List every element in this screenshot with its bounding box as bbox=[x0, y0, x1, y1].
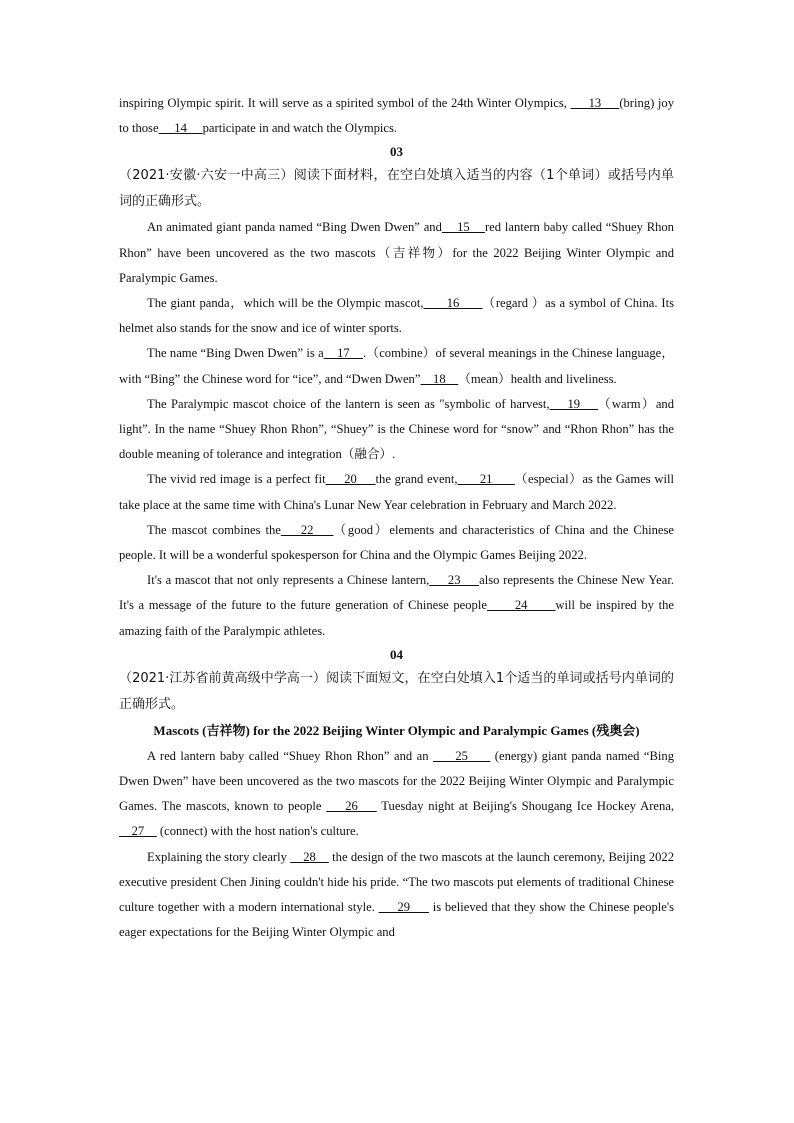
paragraph-mascots-uncovered bbox=[119, 215, 674, 291]
text-segment: （mean）health and liveliness. bbox=[458, 371, 617, 386]
text-segment: The name “Bing Dwen Dwen” is a bbox=[147, 346, 324, 361]
paragraph-giant-panda bbox=[119, 291, 674, 341]
text-segment: (connect) with the host nation's culture. bbox=[156, 824, 359, 839]
text-segment: participate in and watch the Olympics. bbox=[202, 121, 398, 136]
text-segment: It's a mascot that not only represents a Chinese lantern, bbox=[147, 573, 430, 588]
text-segment: （warm）and light”. In the name “Shuey Rhon Rhon”, “Shuey” is the Chinese word for “snow” and “Rhon Rhon” has the double meaning of tolerance and integration（融合）. bbox=[119, 396, 675, 462]
text-segment: is believed that they show the Chinese people's eager expectations for the Beijing Winter Olympic and bbox=[119, 900, 675, 940]
section-04-instructions bbox=[119, 666, 674, 718]
paragraph-chinese-lantern bbox=[119, 568, 674, 644]
section-03-instructions bbox=[119, 163, 674, 215]
text-segment: An animated giant panda named “Bing Dwen Dwen” and bbox=[147, 220, 442, 235]
paragraph-red-lantern-baby bbox=[119, 744, 674, 845]
text-segment: （2021·安徽·六安一中高三）阅读下面材料，在空白处填入适当的内容（1个单词）或括号内单词的正确形式。 bbox=[119, 168, 674, 210]
paragraph-mascot-combines bbox=[119, 518, 674, 568]
blank-27[interactable]: 27 bbox=[119, 824, 157, 839]
text-segment: （regard ）as a symbol of China. Its helmet also stands for the snow and ice of winter sports. bbox=[119, 296, 674, 336]
text-segment: The vivid red image is a perfect fit bbox=[147, 472, 326, 487]
paragraph-explaining-story bbox=[119, 845, 674, 946]
text-segment: Mascots (吉祥物) for the 2022 Beijing Winter Olympic and Paralympic Games (残奥会) bbox=[153, 722, 640, 738]
section-04-number bbox=[119, 644, 674, 666]
blank-15[interactable]: 15 bbox=[441, 220, 485, 235]
text-segment: 04 bbox=[390, 646, 403, 662]
paragraph-paralympic-mascot bbox=[119, 392, 674, 468]
text-segment: the design of the two mascots at the launch ceremony, Beijing 2022 executive president Chen Jining couldn't hide his pride. “The two mascots put elements of traditional Chinese culture together with a modern international style. bbox=[119, 849, 674, 915]
paragraph-red-image bbox=[119, 467, 674, 517]
paragraph-spirit bbox=[119, 91, 674, 141]
text-segment: red lantern baby called “Shuey Rhon Rhon” have been uncovered as the two mascots（吉祥物）for the 2022 Beijing Winter Olympic and Paralympic Games. bbox=[119, 220, 674, 285]
blank-23[interactable]: 23 bbox=[429, 573, 480, 588]
blank-14[interactable]: 14 bbox=[158, 121, 203, 136]
text-segment: inspiring Olympic spirit. It will serve as a spirited symbol of the 24th Winter Olympics, bbox=[119, 96, 571, 110]
blank-22[interactable]: 22 bbox=[280, 522, 334, 537]
section-03-number bbox=[119, 141, 674, 163]
text-segment: （especial）as the Games will take place at the same time with China's Lunar New Year celebration in February and March 2022. bbox=[119, 472, 675, 512]
blank-29[interactable]: 29 bbox=[378, 900, 429, 915]
text-segment: 03 bbox=[390, 144, 403, 160]
text-segment: The giant panda，which will be the Olympic mascot, bbox=[147, 296, 424, 311]
blank-20[interactable]: 20 bbox=[325, 472, 376, 487]
text-segment: A red lantern baby called “Shuey Rhon Rhon” and an bbox=[147, 748, 434, 763]
blank-13[interactable]: 13 bbox=[570, 96, 620, 110]
text-segment: the grand event, bbox=[375, 472, 458, 487]
text-segment: （good）elements and characteristics of China and the Chinese people. It will be a wonderful spokesperson for China and the Olympic Games Beijing 2022. bbox=[119, 522, 675, 563]
blank-21[interactable]: 21 bbox=[457, 472, 515, 487]
blank-19[interactable]: 19 bbox=[549, 396, 598, 411]
passage-title bbox=[119, 718, 674, 744]
text-segment: Explaining the story clearly bbox=[147, 849, 291, 864]
blank-18[interactable]: 18 bbox=[420, 371, 459, 386]
text-segment: will be inspired by the amazing faith of the Paralympic athletes. bbox=[119, 598, 674, 638]
paragraph-name-bing-dwen-dwen bbox=[119, 341, 674, 391]
text-segment: Tuesday night at Beijing's Shougang Ice Hockey Arena, bbox=[376, 799, 675, 814]
blank-26[interactable]: 26 bbox=[326, 799, 377, 814]
blank-25[interactable]: 25 bbox=[433, 748, 491, 763]
blank-16[interactable]: 16 bbox=[423, 296, 483, 311]
text-segment: .（combine）of several meanings in the Chinese language，with “Bing” the Chinese word for “ice”, and “Dwen Dwen” bbox=[119, 346, 675, 386]
blank-28[interactable]: 28 bbox=[290, 849, 329, 864]
blank-17[interactable]: 17 bbox=[323, 346, 364, 361]
text-segment: The mascot combines the bbox=[147, 522, 281, 537]
text-segment: (energy) giant panda named “Bing Dwen Dwen” have been uncovered as the two mascots for the 2022 Beijing Winter Olympic and Paralympic Games. The mascots, known to people bbox=[119, 748, 674, 814]
text-segment: The Paralympic mascot choice of the lantern is seen as "symbolic of harvest, bbox=[147, 396, 550, 411]
blank-24[interactable]: 24 bbox=[486, 598, 556, 613]
worksheet-content bbox=[119, 91, 674, 945]
text-segment: （2021·江苏省前黄高级中学高一）阅读下面短文，在空白处填入1个适当的单词或括号内单词的正确形式。 bbox=[119, 670, 674, 712]
text-segment: also represents the Chinese New Year. It's a message of the future to the future generation of Chinese people bbox=[119, 573, 675, 613]
text-segment: (bring) joy to those bbox=[119, 96, 674, 136]
